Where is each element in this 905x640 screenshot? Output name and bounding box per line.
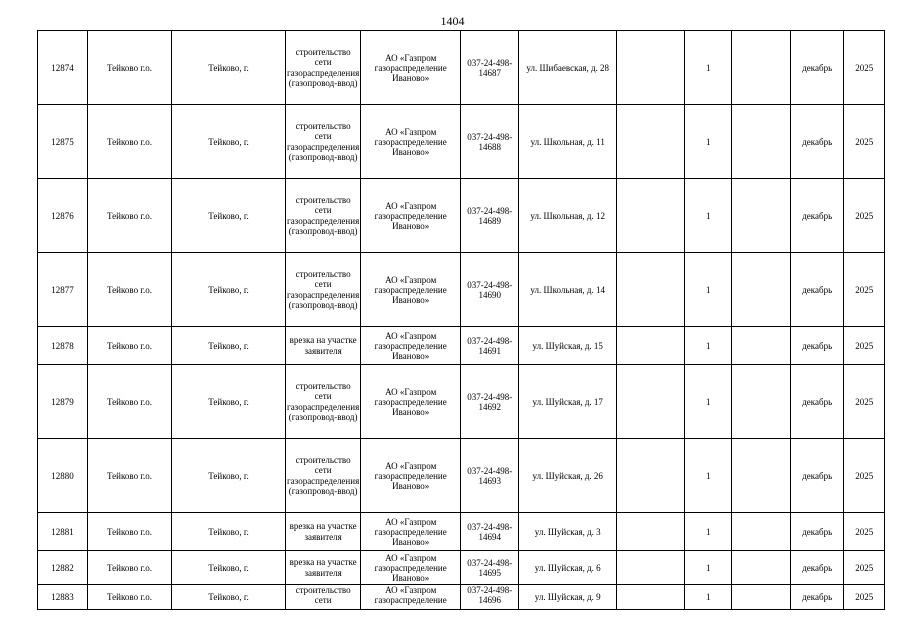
cell-id: 12875 <box>38 105 88 179</box>
cell-work-type: строительство сети газораспределения (газопровод-ввод) <box>286 365 361 439</box>
cell-year: 2025 <box>844 105 885 179</box>
cell-quantity: 1 <box>685 253 732 327</box>
cell-code: 037-24-498-14690 <box>461 253 519 327</box>
cell-month: декабрь <box>791 31 844 105</box>
cell-organization: АО «Газпром газораспределение Иваново» <box>361 105 461 179</box>
cell-empty <box>732 327 791 365</box>
cell-district: Тейково г.о. <box>88 585 172 610</box>
page-number: 1404 <box>440 14 465 28</box>
table-row <box>38 253 885 327</box>
registry-table <box>37 30 885 610</box>
cell-locality: Тейково, г. <box>172 551 286 585</box>
table-row <box>38 179 885 253</box>
cell-quantity: 1 <box>685 551 732 585</box>
cell-address: ул. Шуйская, д. 17 <box>519 365 617 439</box>
cell-id: 12874 <box>38 31 88 105</box>
cell-organization: АО «Газпром газораспределение Иваново» <box>361 327 461 365</box>
cell-locality: Тейково, г. <box>172 439 286 513</box>
cell-year: 2025 <box>844 585 885 610</box>
cell-work-type: врезка на участке заявителя <box>286 513 361 551</box>
cell-empty <box>732 31 791 105</box>
cell-address: ул. Школьная, д. 14 <box>519 253 617 327</box>
cell-address: ул. Шуйская, д. 15 <box>519 327 617 365</box>
cell-code: 037-24-498-14688 <box>461 105 519 179</box>
cell-quantity: 1 <box>685 31 732 105</box>
table-row <box>38 365 885 439</box>
cell-work-type: врезка на участке заявителя <box>286 327 361 365</box>
cell-quantity: 1 <box>685 179 732 253</box>
cell-address: ул. Школьная, д. 12 <box>519 179 617 253</box>
cell-quantity: 1 <box>685 105 732 179</box>
cell-empty <box>732 179 791 253</box>
cell-district: Тейково г.о. <box>88 179 172 253</box>
cell-address: ул. Школьная, д. 11 <box>519 105 617 179</box>
cell-locality: Тейково, г. <box>172 31 286 105</box>
cell-work-type: строительство сети газораспределения (газопровод-ввод) <box>286 179 361 253</box>
cell-empty <box>617 31 685 105</box>
cell-year: 2025 <box>844 365 885 439</box>
cell-empty <box>617 513 685 551</box>
cell-empty <box>617 105 685 179</box>
cell-quantity: 1 <box>685 365 732 439</box>
cell-id: 12877 <box>38 253 88 327</box>
cell-empty <box>732 365 791 439</box>
cell-locality: Тейково, г. <box>172 179 286 253</box>
cell-work-type: строительство сети газораспределения (газопровод-ввод) <box>286 253 361 327</box>
cell-empty <box>617 551 685 585</box>
cell-year: 2025 <box>844 551 885 585</box>
cell-address: ул. Шибаевская, д. 28 <box>519 31 617 105</box>
cell-id: 12882 <box>38 551 88 585</box>
cell-organization: АО «Газпром газораспределение Иваново» <box>361 551 461 585</box>
cell-organization: АО «Газпром газораспределение Иваново» <box>361 513 461 551</box>
cell-empty <box>617 327 685 365</box>
table-row <box>38 31 885 105</box>
cell-month: декабрь <box>791 253 844 327</box>
cell-empty <box>617 585 685 610</box>
cell-code: 037-24-498-14696 <box>461 585 519 610</box>
cell-id: 12879 <box>38 365 88 439</box>
cell-month: декабрь <box>791 513 844 551</box>
cell-empty <box>617 253 685 327</box>
cell-organization: АО «Газпром газораспределение Иваново» <box>361 439 461 513</box>
cell-empty <box>732 439 791 513</box>
cell-empty <box>732 585 791 610</box>
cell-locality: Тейково, г. <box>172 253 286 327</box>
cell-empty <box>732 253 791 327</box>
cell-address: ул. Шуйская, д. 6 <box>519 551 617 585</box>
cell-district: Тейково г.о. <box>88 513 172 551</box>
cell-month: декабрь <box>791 105 844 179</box>
table-row <box>38 513 885 551</box>
cell-work-type: врезка на участке заявителя <box>286 551 361 585</box>
cell-id: 12878 <box>38 327 88 365</box>
cell-work-type: строительство сети газораспределения (газопровод-ввод) <box>286 439 361 513</box>
cell-district: Тейково г.о. <box>88 105 172 179</box>
table-row <box>38 105 885 179</box>
cell-empty <box>732 105 791 179</box>
cell-id: 12883 <box>38 585 88 610</box>
table-row <box>38 327 885 365</box>
table-row <box>38 439 885 513</box>
cell-code: 037-24-498-14689 <box>461 179 519 253</box>
cell-month: декабрь <box>791 327 844 365</box>
cell-locality: Тейково, г. <box>172 105 286 179</box>
cell-year: 2025 <box>844 253 885 327</box>
cell-empty <box>617 365 685 439</box>
cell-district: Тейково г.о. <box>88 551 172 585</box>
cell-quantity: 1 <box>685 439 732 513</box>
cell-code: 037-24-498-14694 <box>461 513 519 551</box>
cell-year: 2025 <box>844 513 885 551</box>
cell-locality: Тейково, г. <box>172 327 286 365</box>
cell-month: декабрь <box>791 439 844 513</box>
cell-year: 2025 <box>844 439 885 513</box>
cell-address: ул. Шуйская, д. 3 <box>519 513 617 551</box>
cell-id: 12881 <box>38 513 88 551</box>
cell-organization: АО «Газпром газораспределение Иваново» <box>361 31 461 105</box>
cell-id: 12876 <box>38 179 88 253</box>
cell-quantity: 1 <box>685 513 732 551</box>
cell-code: 037-24-498-14695 <box>461 551 519 585</box>
cell-work-type: строительство сети <box>286 585 361 610</box>
cell-address: ул. Шуйская, д. 26 <box>519 439 617 513</box>
cell-locality: Тейково, г. <box>172 513 286 551</box>
cell-empty <box>732 551 791 585</box>
cell-empty <box>732 513 791 551</box>
cell-empty <box>617 179 685 253</box>
cell-code: 037-24-498-14692 <box>461 365 519 439</box>
cell-locality: Тейково, г. <box>172 585 286 610</box>
cell-organization: АО «Газпром газораспределение Иваново» <box>361 253 461 327</box>
cell-district: Тейково г.о. <box>88 31 172 105</box>
table-row <box>38 551 885 585</box>
cell-year: 2025 <box>844 327 885 365</box>
cell-locality: Тейково, г. <box>172 365 286 439</box>
cell-quantity: 1 <box>685 327 732 365</box>
cell-year: 2025 <box>844 31 885 105</box>
cell-month: декабрь <box>791 585 844 610</box>
cell-address: ул. Шуйская, д. 9 <box>519 585 617 610</box>
cell-month: декабрь <box>791 365 844 439</box>
cell-month: декабрь <box>791 551 844 585</box>
cell-code: 037-24-498-14687 <box>461 31 519 105</box>
cell-month: декабрь <box>791 179 844 253</box>
cell-empty <box>617 439 685 513</box>
cell-district: Тейково г.о. <box>88 365 172 439</box>
cell-organization: АО «Газпром газораспределение Иваново» <box>361 179 461 253</box>
cell-id: 12880 <box>38 439 88 513</box>
cell-district: Тейково г.о. <box>88 439 172 513</box>
cell-organization: АО «Газпром газораспределение <box>361 585 461 610</box>
cell-district: Тейково г.о. <box>88 253 172 327</box>
cell-code: 037-24-498-14691 <box>461 327 519 365</box>
cell-work-type: строительство сети газораспределения (газопровод-ввод) <box>286 105 361 179</box>
cell-year: 2025 <box>844 179 885 253</box>
cell-district: Тейково г.о. <box>88 327 172 365</box>
cell-organization: АО «Газпром газораспределение Иваново» <box>361 365 461 439</box>
cell-quantity: 1 <box>685 585 732 610</box>
cell-work-type: строительство сети газораспределения (газопровод-ввод) <box>286 31 361 105</box>
table-row <box>38 585 885 610</box>
cell-code: 037-24-498-14693 <box>461 439 519 513</box>
